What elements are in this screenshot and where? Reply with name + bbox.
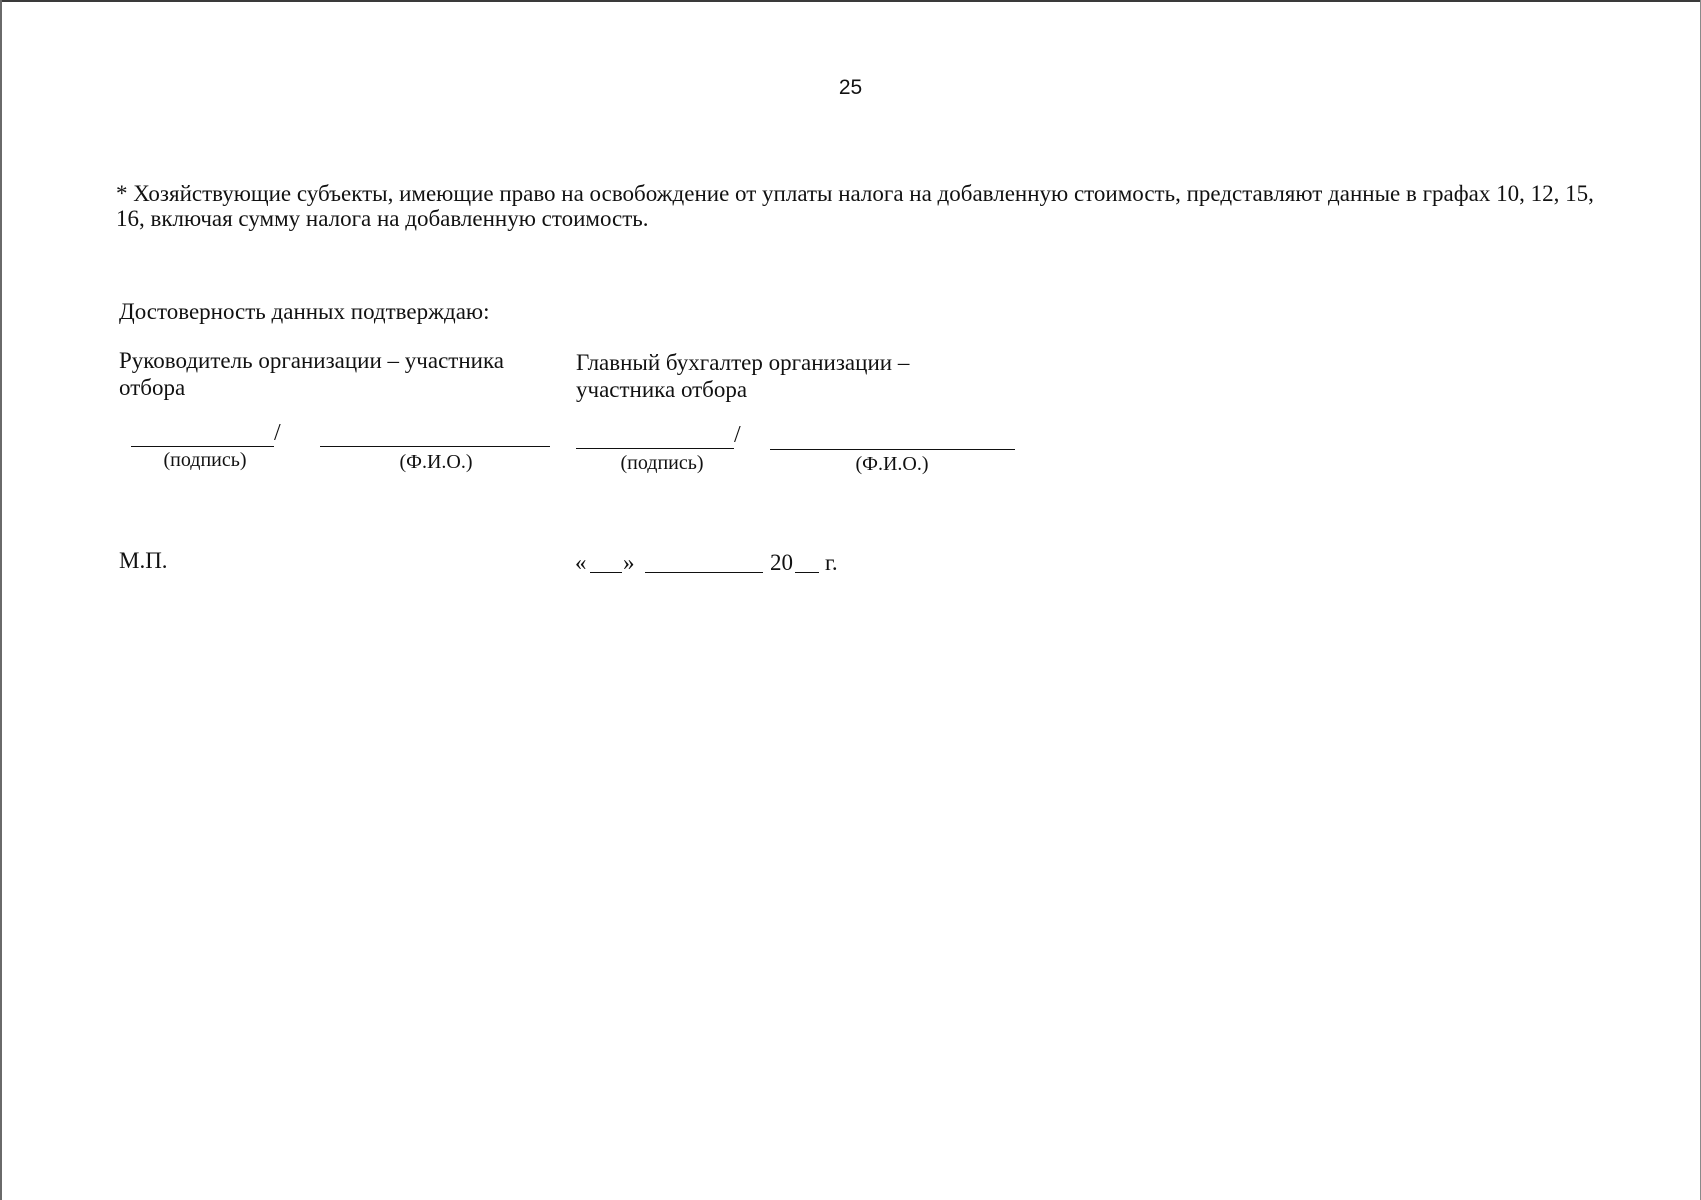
head-title-line1: Руководитель организации – участника	[119, 348, 504, 373]
confirmation-title: Достоверность данных подтверждаю:	[119, 299, 490, 324]
date-year-suffix: г.	[825, 550, 838, 575]
head-signature-line[interactable]	[131, 446, 274, 447]
accountant-signature-line[interactable]	[576, 448, 734, 449]
date-day-line[interactable]	[590, 572, 622, 573]
footnote-text: * Хозяйствующие субъекты, имеющие право на освобождение от уплаты налога на добавленную стоимость, представляют данные в графах 10, 12, 15, 16, включая сумму налога на добавленную стоимость.	[116, 181, 1594, 231]
date-year-line[interactable]	[795, 572, 819, 573]
page-number: 25	[838, 76, 863, 99]
accountant-name-caption: (Ф.И.О.)	[855, 453, 929, 475]
accountant-title-line2: участника отбора	[576, 377, 748, 402]
accountant-separator: /	[734, 422, 741, 448]
scan-top-edge	[0, 0, 1701, 2]
head-title-line2: отбора	[119, 375, 186, 400]
head-separator: /	[274, 420, 281, 446]
date-year-prefix: 20	[770, 550, 793, 575]
accountant-title-line1: Главный бухгалтер организации –	[576, 350, 910, 375]
date-month-line[interactable]	[645, 572, 763, 573]
accountant-signature-caption: (подпись)	[620, 452, 704, 474]
stamp-label: М.П.	[119, 548, 168, 573]
date-open-quote: «	[575, 550, 587, 575]
accountant-name-line[interactable]	[770, 449, 1015, 450]
head-signature-caption: (подпись)	[163, 449, 247, 471]
date-close-quote: »	[623, 550, 635, 575]
scan-left-edge	[0, 0, 2, 1200]
head-name-line[interactable]	[320, 446, 550, 447]
head-name-caption: (Ф.И.О.)	[399, 451, 473, 473]
